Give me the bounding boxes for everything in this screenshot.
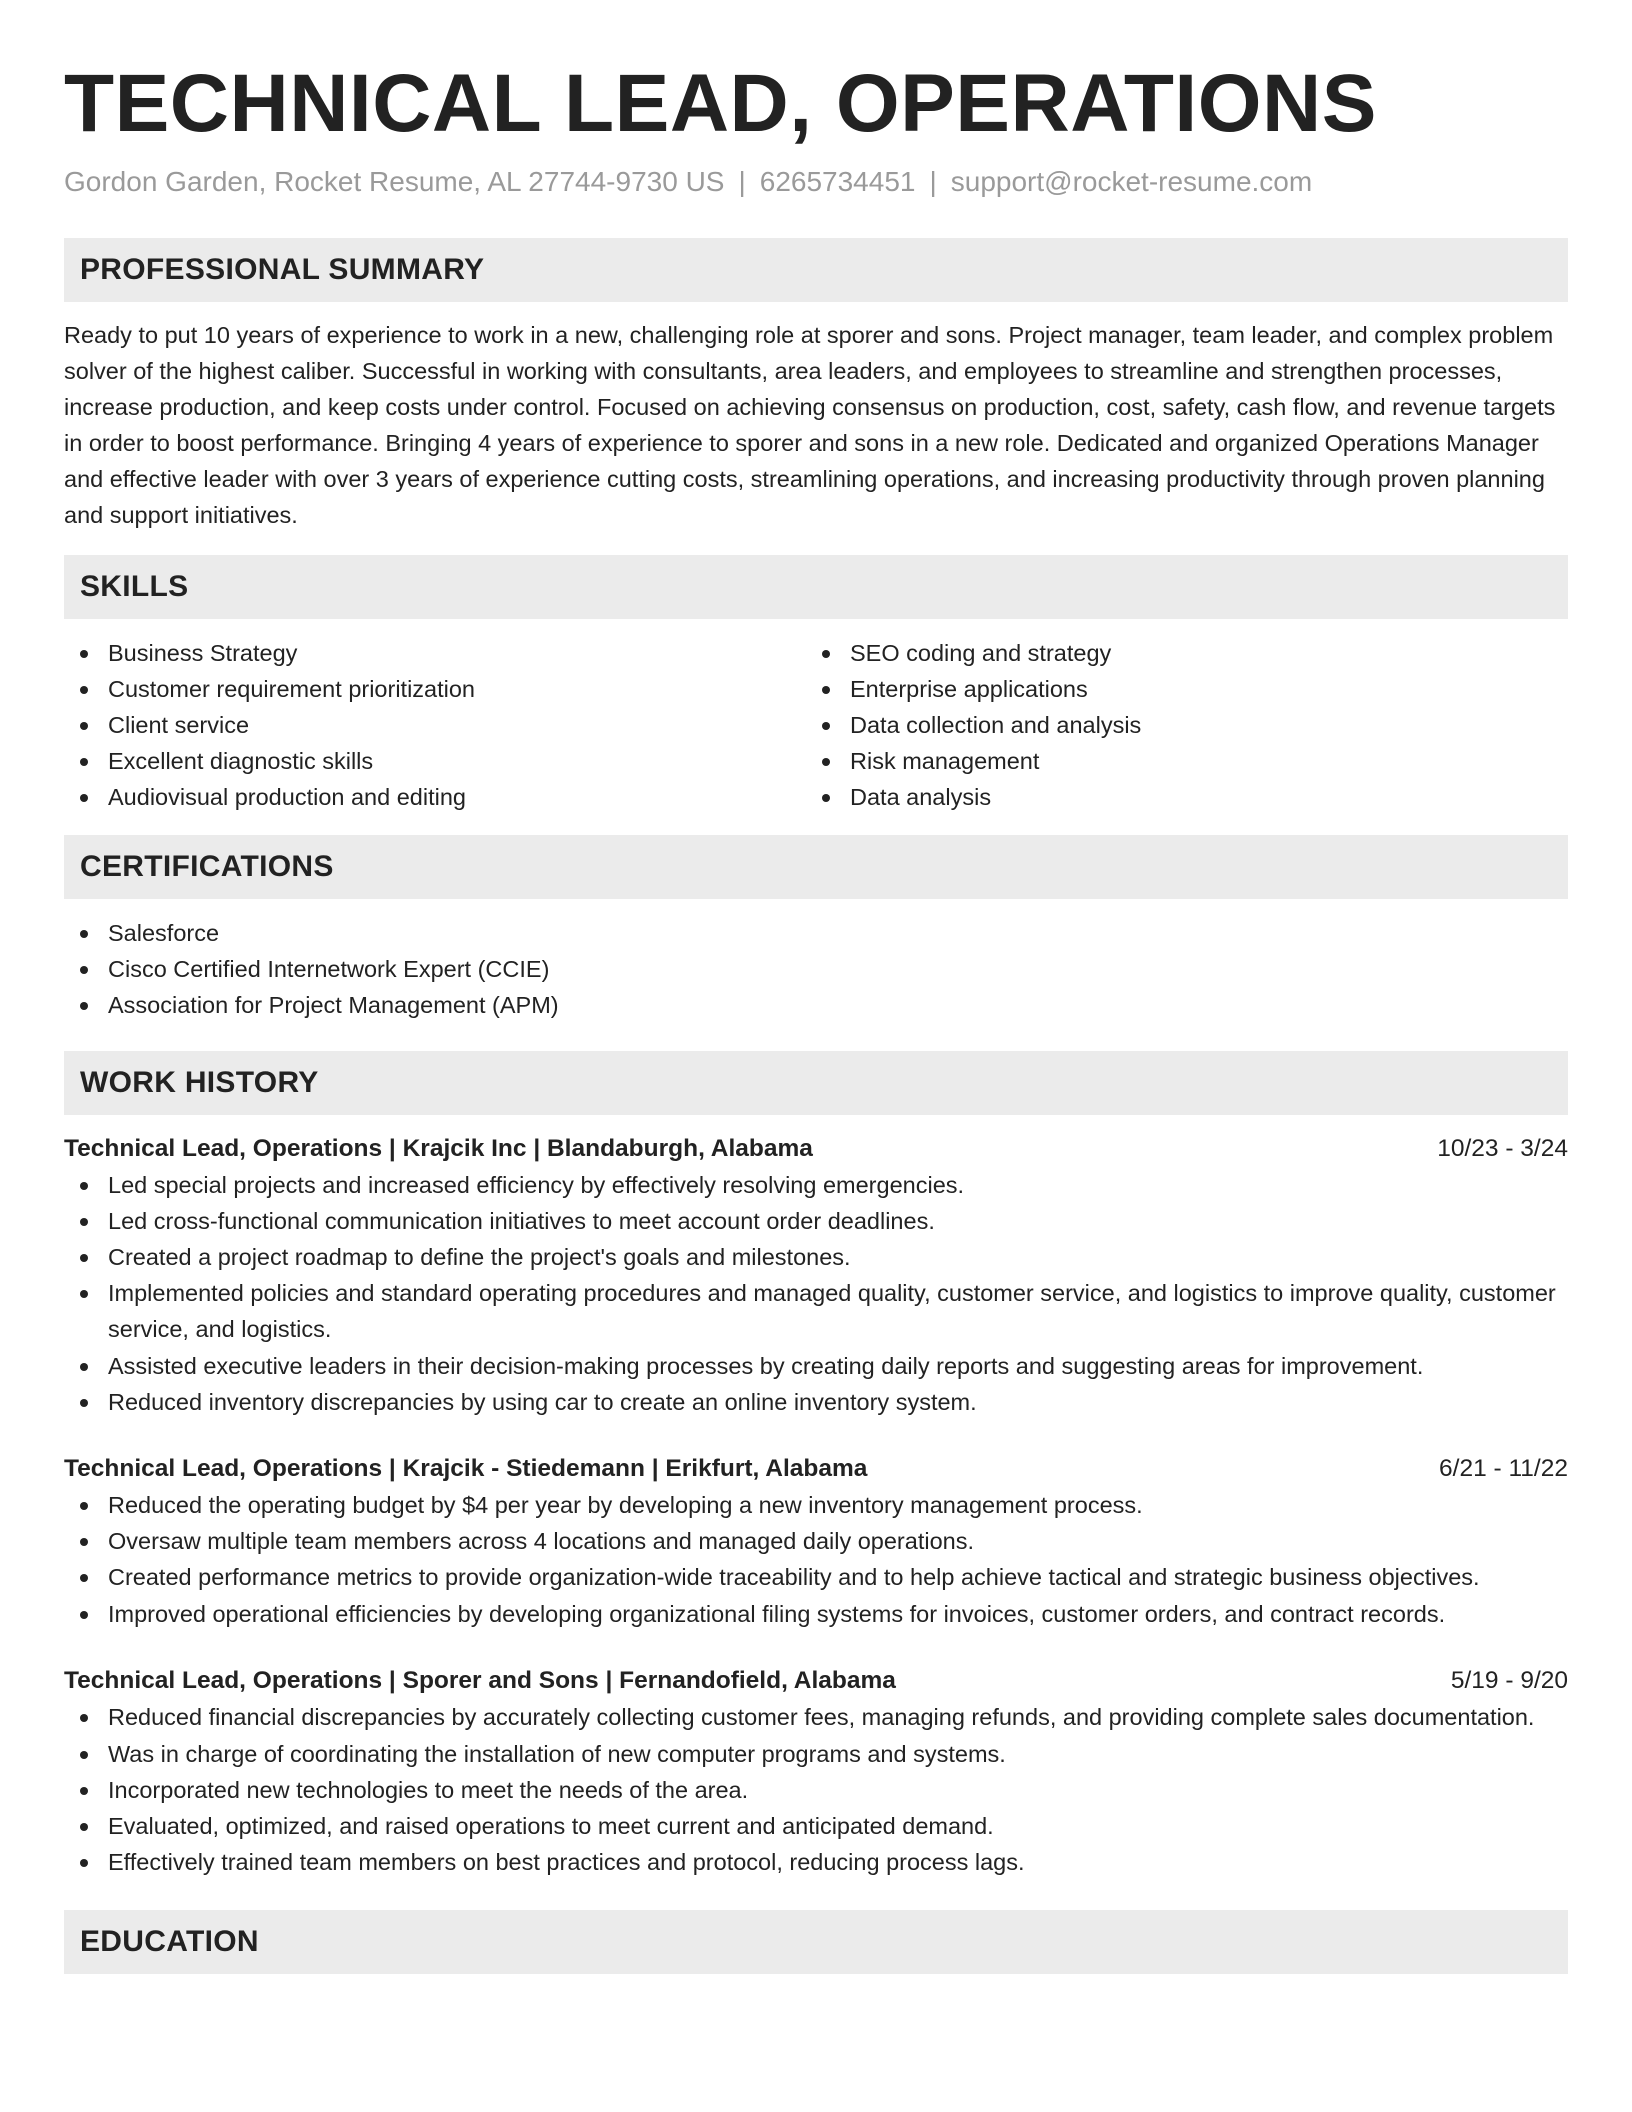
section-heading-skills: SKILLS (64, 555, 1568, 619)
section-heading-education: EDUCATION (64, 1910, 1568, 1974)
job-title: Technical Lead, Operations | Krajcik - Stiedemann | Erikfurt, Alabama (64, 1455, 868, 1482)
certification-item: Salesforce (64, 915, 1568, 951)
job-bullet: Created a project roadmap to define the project's goals and milestones. (64, 1239, 1568, 1275)
section-heading-certifications: CERTIFICATIONS (64, 835, 1568, 899)
job-bullet: Implemented policies and standard operating procedures and managed quality, customer service, and logistics to improve quality, customer service, and logistics. (64, 1275, 1568, 1347)
skill-item: Audiovisual production and editing (64, 779, 806, 815)
contact-email: support@rocket-resume.com (950, 166, 1313, 197)
skill-item: Business Strategy (64, 635, 806, 671)
skills-column-right (806, 635, 1548, 815)
job-bullet: Reduced financial discrepancies by accurately collecting customer fees, managing refunds, and providing complete sales documentation. (64, 1699, 1568, 1735)
job-title: Technical Lead, Operations | Sporer and Sons | Fernandofield, Alabama (64, 1667, 896, 1694)
skills-column-left (64, 635, 806, 815)
contact-phone: 6265734451 (759, 166, 916, 197)
job-entry (64, 1131, 1568, 1420)
skill-item: Risk management (806, 743, 1548, 779)
job-bullet: Evaluated, optimized, and raised operations to meet current and anticipated demand. (64, 1808, 1568, 1844)
job-bullet: Led cross-functional communication initiatives to meet account order deadlines. (64, 1203, 1568, 1239)
summary-text: Ready to put 10 years of experience to work in a new, challenging role at sporer and sons. Project manager, team leader, and complex problem solver of the highest caliber. Successful in working with consultants, area leaders, and employees to streamline and strengthen processes, increase production, and keep costs under control. Focused on achieving consensus on production, cost, safety, cash flow, and revenue targets in order to boost performance. Bringing 4 years of experience to sporer and sons in a new role. Dedicated and organized Operations Manager and effective leader with over 3 years of experience cutting costs, streamlining operations, and increasing productivity through proven planning and support initiatives. (64, 322, 1556, 528)
job-bullet: Effectively trained team members on best practices and protocol, reducing process lags. (64, 1844, 1568, 1880)
job-bullets (64, 1167, 1568, 1420)
contact-separator: | (738, 166, 746, 197)
certification-item: Association for Project Management (APM) (64, 987, 1568, 1023)
job-header (64, 1131, 1568, 1167)
job-bullet: Improved operational efficiencies by developing organizational filing systems for invoices, customer orders, and contract records. (64, 1596, 1568, 1632)
skill-item: Data collection and analysis (806, 707, 1548, 743)
job-bullet: Oversaw multiple team members across 4 locations and managed daily operations. (64, 1523, 1568, 1559)
job-dates: 6/21 - 11/22 (1439, 1455, 1568, 1482)
skill-item: Customer requirement prioritization (64, 671, 806, 707)
job-bullets (64, 1487, 1568, 1632)
certification-item: Cisco Certified Internetwork Expert (CCIE) (64, 951, 1568, 987)
section-heading-summary: PROFESSIONAL SUMMARY (64, 238, 1568, 302)
resume-page (64, 0, 1568, 1974)
job-bullet: Led special projects and increased efficiency by effectively resolving emergencies. (64, 1167, 1568, 1203)
job-header (64, 1663, 1568, 1699)
job-dates: 5/19 - 9/20 (1450, 1667, 1568, 1694)
section-heading-work-history: WORK HISTORY (64, 1051, 1568, 1115)
job-title: Technical Lead, Operations | Krajcik Inc | Blandaburgh, Alabama (64, 1135, 813, 1162)
job-bullet: Assisted executive leaders in their decision-making processes by creating daily reports and suggesting areas for improvement. (64, 1348, 1568, 1384)
contact-address: Gordon Garden, Rocket Resume, AL 27744-9730 US (64, 166, 725, 197)
job-entry (64, 1663, 1568, 1880)
job-bullet: Reduced inventory discrepancies by using car to create an online inventory system. (64, 1384, 1568, 1420)
contact-line (64, 164, 1568, 200)
skill-item: Data analysis (806, 779, 1548, 815)
job-bullet: Reduced the operating budget by $4 per year by developing a new inventory management process. (64, 1487, 1568, 1523)
resume-name: TECHNICAL LEAD, OPERATIONS (64, 58, 1377, 149)
job-bullet: Incorporated new technologies to meet the needs of the area. (64, 1772, 1568, 1808)
job-entry (64, 1451, 1568, 1632)
job-header (64, 1451, 1568, 1487)
certifications-list (64, 915, 1568, 1023)
job-bullet: Created performance metrics to provide organization-wide traceability and to help achieve tactical and strategic business objectives. (64, 1559, 1568, 1595)
skill-item: Enterprise applications (806, 671, 1548, 707)
skill-item: Excellent diagnostic skills (64, 743, 806, 779)
job-bullet: Was in charge of coordinating the installation of new computer programs and systems. (64, 1736, 1568, 1772)
contact-separator: | (929, 166, 937, 197)
job-dates: 10/23 - 3/24 (1437, 1135, 1568, 1162)
skill-item: Client service (64, 707, 806, 743)
skills-list (64, 635, 1568, 815)
job-bullets (64, 1699, 1568, 1880)
skill-item: SEO coding and strategy (806, 635, 1548, 671)
